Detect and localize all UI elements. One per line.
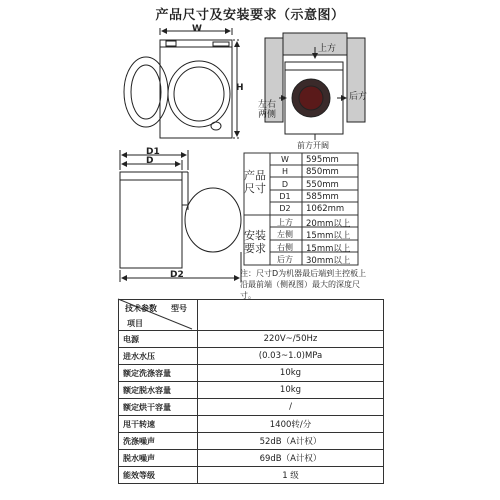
spec-value: 1400转/分 bbox=[198, 416, 384, 433]
install-label-right: 右侧 bbox=[277, 243, 293, 252]
table-row bbox=[119, 450, 384, 467]
install-back-label: 后方 bbox=[349, 92, 368, 102]
d1-label: D1 bbox=[146, 147, 160, 157]
spec-label: 洗涤噪声 bbox=[119, 433, 198, 450]
spec-label: 额定脱水容量 bbox=[119, 382, 198, 399]
table-row bbox=[119, 399, 384, 416]
depth-note: 注：尺寸D为机器最后端到主控板上沿最前端（侧视图）最大的深度尺寸。 bbox=[240, 269, 367, 300]
install-label-top: 上方 bbox=[277, 218, 293, 227]
installation-view-drawing bbox=[265, 33, 368, 140]
dim-label-d: D bbox=[281, 180, 289, 189]
dim-label-w: W bbox=[281, 155, 289, 164]
dim-label-d2: D2 bbox=[279, 204, 291, 213]
spec-header-value bbox=[198, 300, 384, 331]
page-title: 产品尺寸及安装要求（示意图） bbox=[155, 8, 345, 23]
spec-label: 额定烘干容量 bbox=[119, 399, 198, 416]
install-value-top: 20mm以上 bbox=[306, 219, 351, 229]
side-view-drawing bbox=[120, 150, 241, 282]
dim-value-d1: 585mm bbox=[306, 192, 339, 202]
d-label: D bbox=[146, 156, 154, 166]
install-front-label: 前方开阔 bbox=[297, 141, 329, 150]
spec-value: 69dB（A计权） bbox=[198, 450, 384, 467]
install-top-label: 上方 bbox=[318, 44, 337, 54]
spec-value: 220V~/50Hz bbox=[198, 331, 384, 348]
d2-label: D2 bbox=[170, 270, 184, 280]
spec-value: (0.03~1.0)MPa bbox=[198, 348, 384, 365]
install-value-right: 15mm以上 bbox=[306, 244, 351, 254]
install-label-back: 后方 bbox=[277, 255, 293, 264]
dim-label-d1: D1 bbox=[279, 192, 291, 201]
spec-value: 10kg bbox=[198, 382, 384, 399]
spec-table bbox=[118, 299, 384, 484]
dim-label-h: H bbox=[281, 167, 288, 176]
spec-label: 电源 bbox=[119, 331, 198, 348]
spec-label: 能效等级 bbox=[119, 467, 198, 484]
install-sides-label: 左右两侧 bbox=[258, 100, 277, 120]
spec-value: 10kg bbox=[198, 365, 384, 382]
table-row bbox=[119, 467, 384, 484]
spec-value: 1 级 bbox=[198, 467, 384, 484]
table-row bbox=[119, 433, 384, 450]
product-size-group: 产品尺寸 bbox=[244, 169, 266, 195]
spec-value: 52dB（A计权） bbox=[198, 433, 384, 450]
install-value-back: 30mm以上 bbox=[306, 256, 351, 266]
table-row bbox=[119, 348, 384, 365]
spec-label: 额定洗涤容量 bbox=[119, 365, 198, 382]
install-value-left: 15mm以上 bbox=[306, 231, 351, 241]
spec-header-item: 项目 bbox=[127, 319, 143, 328]
dim-value-d: 550mm bbox=[306, 180, 339, 190]
install-label-left: 左侧 bbox=[277, 230, 293, 239]
spec-header-right: 型号 bbox=[171, 304, 187, 313]
dim-value-d2: 1062mm bbox=[306, 204, 345, 214]
table-row bbox=[119, 382, 384, 399]
spec-header-cell bbox=[119, 300, 198, 331]
spec-value: / bbox=[198, 399, 384, 416]
front-view-drawing bbox=[124, 28, 241, 138]
install-req-group: 安装要求 bbox=[244, 229, 266, 255]
table-row bbox=[119, 365, 384, 382]
spec-label: 进水水压 bbox=[119, 348, 198, 365]
height-label: H bbox=[236, 83, 244, 93]
spec-header-left: 技术参数 bbox=[125, 304, 157, 313]
table-row bbox=[119, 331, 384, 348]
spec-label: 脱水噪声 bbox=[119, 450, 198, 467]
dim-value-h: 850mm bbox=[306, 167, 339, 177]
width-label: W bbox=[192, 24, 202, 34]
spec-label: 甩干转速 bbox=[119, 416, 198, 433]
dim-value-w: 595mm bbox=[306, 155, 339, 165]
table-row bbox=[119, 416, 384, 433]
